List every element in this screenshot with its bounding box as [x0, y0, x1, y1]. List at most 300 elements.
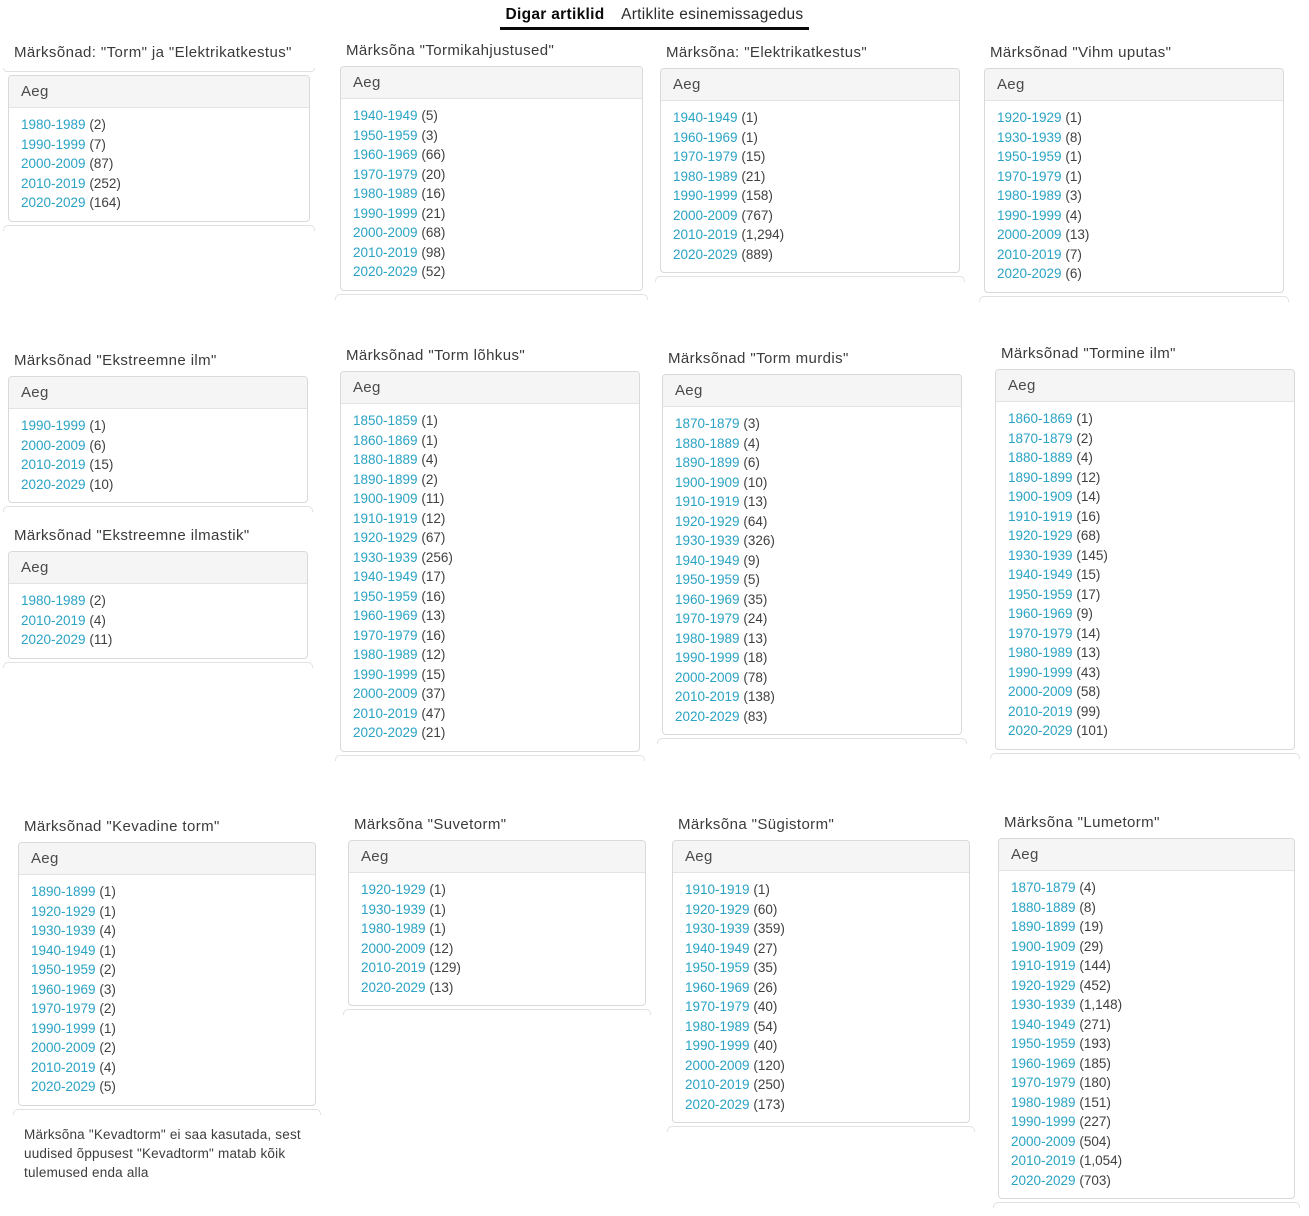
decade-link[interactable]: 2020-2029	[997, 266, 1062, 281]
facet-row	[31, 1019, 303, 1039]
decade-link[interactable]: 1970-1979	[353, 166, 418, 182]
decade-link[interactable]: 1960-1969	[1011, 1055, 1076, 1071]
decade-link[interactable]: 1990-1999	[21, 418, 86, 433]
facet-row	[1008, 663, 1282, 683]
decade-link[interactable]: 1890-1899	[1011, 919, 1076, 934]
count-label: (1)	[421, 413, 438, 428]
count-label: (138)	[743, 689, 775, 704]
facet-row	[997, 147, 1271, 167]
facet-row	[675, 668, 949, 688]
facet-panel-kevadine-torm	[18, 818, 316, 1182]
count-label: (129)	[429, 960, 461, 975]
decade-link[interactable]: 2010-2019	[353, 705, 418, 721]
count-label: (83)	[743, 708, 768, 724]
panel-title: Märksõna "Suvetorm"	[354, 816, 507, 833]
count-label: (359)	[753, 921, 785, 936]
decade-link[interactable]: 1990-1999	[353, 205, 418, 221]
count-label: (17)	[421, 569, 446, 584]
decade-link[interactable]: 1960-1969	[31, 981, 96, 997]
decade-link[interactable]: 1970-1979	[353, 627, 418, 643]
decade-link[interactable]: 1900-1909	[675, 474, 740, 490]
facet-row	[353, 684, 627, 704]
facet-row	[675, 648, 949, 668]
decade-link[interactable]: 1930-1939	[675, 533, 740, 548]
card-stack-edge	[3, 225, 315, 231]
decade-link[interactable]: 1980-1989	[1011, 1094, 1076, 1110]
count-label: (185)	[1079, 1055, 1111, 1071]
facet-row	[685, 1017, 957, 1037]
decade-link[interactable]: 1890-1899	[353, 471, 418, 487]
facet-row	[21, 436, 295, 456]
decade-link[interactable]: 1980-1989	[21, 593, 86, 608]
decade-link[interactable]: 1950-1959	[685, 960, 750, 975]
count-label: (1,148)	[1079, 997, 1123, 1012]
count-label: (145)	[1076, 547, 1108, 563]
count-label: (101)	[1076, 723, 1108, 738]
count-label: (2)	[99, 1001, 116, 1016]
decade-link[interactable]: 1950-1959	[353, 588, 418, 604]
facet-row	[673, 225, 947, 245]
decade-link[interactable]: 2010-2019	[997, 246, 1062, 262]
count-label: (1)	[99, 1020, 116, 1036]
facet-row	[675, 453, 949, 473]
count-label: (452)	[1079, 977, 1111, 993]
count-label: (13)	[743, 630, 768, 646]
count-label: (250)	[753, 1077, 785, 1092]
facet-rows	[661, 101, 959, 272]
facet-row	[353, 223, 630, 243]
facet-row	[1011, 937, 1282, 957]
count-label: (9)	[743, 552, 760, 568]
decade-link[interactable]: 1880-1889	[353, 452, 418, 467]
decade-link[interactable]: 1910-1919	[1011, 958, 1076, 973]
decade-link[interactable]: 1970-1979	[997, 168, 1062, 184]
page-title	[500, 6, 810, 30]
aeg-column-header: Aeg	[999, 839, 1294, 871]
facet-panel-tormikahjustused	[340, 42, 643, 300]
decade-link[interactable]: 1970-1979	[685, 999, 750, 1014]
facet-row	[21, 630, 295, 650]
facet-row	[31, 941, 303, 961]
decade-link[interactable]: 1930-1939	[1008, 547, 1073, 563]
facet-row	[31, 999, 303, 1019]
decade-link[interactable]: 2010-2019	[673, 227, 738, 242]
facet-row	[685, 919, 957, 939]
count-label: (1)	[429, 921, 446, 936]
facet-row	[31, 1058, 303, 1078]
decade-link[interactable]: 1990-1999	[685, 1038, 750, 1053]
decade-link[interactable]: 1980-1989	[685, 1018, 750, 1034]
facet-rows	[673, 873, 969, 1122]
decade-link[interactable]: 1950-1959	[31, 962, 96, 977]
decade-link[interactable]: 2010-2019	[361, 960, 426, 975]
count-label: (8)	[1065, 129, 1082, 145]
count-label: (54)	[753, 1018, 778, 1034]
decade-link[interactable]: 1960-1969	[675, 591, 740, 607]
decade-link[interactable]: 1850-1859	[353, 413, 418, 428]
decade-link[interactable]: 1990-1999	[1008, 664, 1073, 680]
decade-link[interactable]: 2020-2029	[353, 725, 418, 740]
decade-link[interactable]: 1980-1989	[353, 186, 418, 201]
card-stack-edge	[655, 276, 965, 282]
decade-link[interactable]: 1970-1979	[673, 149, 738, 164]
count-label: (1)	[741, 110, 758, 125]
facet-row	[675, 512, 949, 532]
facet-row	[1011, 878, 1282, 898]
decade-link[interactable]: 1950-1959	[997, 149, 1062, 164]
decade-link[interactable]: 2000-2009	[1011, 1133, 1076, 1149]
decade-link[interactable]: 1890-1899	[31, 884, 96, 899]
facet-row	[1008, 448, 1282, 468]
facet-row	[997, 186, 1271, 206]
decade-link[interactable]: 2010-2019	[353, 244, 418, 260]
decade-link[interactable]: 1870-1879	[675, 416, 740, 431]
decade-link[interactable]: 1880-1889	[1011, 899, 1076, 915]
card-stack-edge	[13, 1109, 321, 1115]
count-label: (4)	[99, 1059, 116, 1075]
decade-link[interactable]: 1920-1929	[685, 901, 750, 917]
decade-link[interactable]: 2020-2029	[673, 246, 738, 262]
facet-rows	[996, 402, 1294, 749]
decade-link[interactable]: 2020-2029	[21, 476, 86, 492]
facet-table	[998, 838, 1295, 1199]
facet-row	[1008, 565, 1282, 585]
decade-link[interactable]: 1940-1949	[31, 942, 96, 958]
decade-link[interactable]: 1980-1989	[997, 188, 1062, 203]
decade-link[interactable]: 1910-1919	[685, 882, 750, 897]
decade-link[interactable]: 2010-2019	[21, 175, 86, 191]
decade-link[interactable]: 2010-2019	[1008, 703, 1073, 719]
decade-link[interactable]: 1860-1869	[1008, 411, 1073, 426]
decade-link[interactable]: 2000-2009	[353, 225, 418, 240]
kevadtorm-note: Märksõna "Kevadtorm" ei saa kasutada, sest uudised õppusest "Kevadtorm" matab kõik tulemused enda alla	[24, 1126, 301, 1180]
decade-link[interactable]: 1960-1969	[353, 147, 418, 162]
decade-link[interactable]: 1940-1949	[353, 569, 418, 584]
count-label: (18)	[743, 650, 768, 665]
facet-row	[675, 629, 949, 649]
facet-row	[675, 434, 949, 454]
facet-row	[685, 880, 957, 900]
decade-link[interactable]: 2020-2029	[685, 1096, 750, 1112]
decade-link[interactable]: 1940-1949	[353, 108, 418, 123]
decade-link[interactable]: 1980-1989	[21, 117, 86, 132]
decade-link[interactable]: 2010-2019	[21, 457, 86, 472]
decade-link[interactable]: 1890-1899	[1008, 469, 1073, 485]
facet-row	[997, 225, 1271, 245]
aeg-column-header: Aeg	[19, 843, 315, 875]
decade-link[interactable]: 2000-2009	[673, 207, 738, 223]
facet-row	[353, 665, 627, 685]
decade-link[interactable]: 2000-2009	[1008, 684, 1073, 699]
facet-row	[353, 489, 627, 509]
decade-link[interactable]: 1990-1999	[675, 650, 740, 665]
decade-link[interactable]: 1910-1919	[1008, 508, 1073, 524]
facet-rows	[999, 871, 1294, 1198]
count-label: (67)	[421, 530, 446, 545]
count-label: (6)	[743, 455, 760, 470]
facet-table	[995, 369, 1295, 750]
count-label: (1)	[421, 432, 438, 448]
decade-link[interactable]: 1880-1889	[675, 435, 740, 451]
count-label: (1)	[99, 884, 116, 899]
facet-row	[675, 609, 949, 629]
facet-rows	[349, 873, 645, 1005]
facet-row	[1008, 721, 1282, 741]
decade-link[interactable]: 1960-1969	[353, 608, 418, 623]
decade-link[interactable]: 1940-1949	[675, 552, 740, 568]
count-label: (5)	[743, 572, 760, 587]
count-label: (12)	[1076, 469, 1101, 485]
card-stack-edge	[343, 1009, 651, 1015]
decade-link[interactable]: 1880-1889	[1008, 450, 1073, 465]
decade-link[interactable]: 1940-1949	[673, 110, 738, 125]
decade-link[interactable]: 2010-2019	[21, 612, 86, 628]
decade-link[interactable]: 1980-1989	[1008, 645, 1073, 660]
facet-row	[997, 264, 1271, 284]
decade-link[interactable]: 2020-2029	[21, 632, 86, 647]
aeg-column-header: Aeg	[9, 552, 307, 584]
decade-link[interactable]: 1920-1929	[361, 882, 426, 897]
decade-link[interactable]: 1890-1899	[675, 455, 740, 470]
facet-row	[31, 1077, 303, 1097]
count-label: (27)	[753, 940, 778, 956]
decade-link[interactable]: 2000-2009	[997, 227, 1062, 242]
facet-row	[353, 704, 627, 724]
facet-row	[361, 978, 633, 998]
count-label: (26)	[753, 979, 778, 995]
decade-link[interactable]: 2000-2009	[21, 156, 86, 171]
decade-link[interactable]: 1940-1949	[1011, 1016, 1076, 1032]
decade-link[interactable]: 1870-1879	[1008, 430, 1073, 446]
decade-link[interactable]: 2010-2019	[685, 1077, 750, 1092]
facet-row	[1011, 917, 1282, 937]
decade-link[interactable]: 1990-1999	[1011, 1114, 1076, 1129]
decade-link[interactable]: 2020-2029	[31, 1079, 96, 1094]
decade-link[interactable]: 1960-1969	[673, 129, 738, 145]
decade-link[interactable]: 1950-1959	[353, 127, 418, 143]
decade-link[interactable]: 1990-1999	[997, 207, 1062, 223]
facet-panel-torm-murdis	[662, 350, 962, 744]
facet-row	[1011, 956, 1282, 976]
decade-link[interactable]: 1970-1979	[1011, 1075, 1076, 1090]
count-label: (13)	[743, 494, 768, 509]
decade-link[interactable]: 1920-1929	[1011, 977, 1076, 993]
aeg-column-header: Aeg	[341, 67, 642, 99]
facet-row	[675, 492, 949, 512]
facet-row	[1008, 526, 1282, 546]
facet-row	[673, 245, 947, 265]
count-label: (3)	[99, 981, 116, 997]
decade-link[interactable]: 1980-1989	[675, 630, 740, 646]
decade-link[interactable]: 2020-2029	[21, 195, 86, 210]
facet-rows	[9, 108, 309, 221]
facet-rows	[9, 584, 307, 658]
facet-row	[1011, 1151, 1282, 1171]
facet-row	[353, 106, 630, 126]
facet-panel-tormine-ilm	[995, 345, 1295, 759]
decade-link[interactable]: 1910-1919	[675, 494, 740, 509]
count-label: (227)	[1079, 1114, 1111, 1129]
facet-row	[353, 470, 627, 490]
facet-row	[675, 531, 949, 551]
count-label: (12)	[421, 647, 446, 662]
count-label: (64)	[743, 513, 768, 529]
count-label: (14)	[1076, 489, 1101, 504]
decade-link[interactable]: 1920-1929	[1008, 528, 1073, 543]
facet-row	[685, 1075, 957, 1095]
facet-row	[21, 174, 297, 194]
count-label: (24)	[743, 611, 768, 626]
facet-row	[673, 186, 947, 206]
decade-link[interactable]: 2020-2029	[361, 979, 426, 995]
decade-link[interactable]: 1920-1929	[31, 903, 96, 919]
decade-link[interactable]: 2000-2009	[353, 686, 418, 701]
decade-link[interactable]: 1930-1939	[1011, 997, 1076, 1012]
decade-link[interactable]: 2010-2019	[675, 689, 740, 704]
aeg-column-header: Aeg	[9, 76, 309, 108]
facet-rows	[985, 101, 1283, 292]
facet-row	[1008, 585, 1282, 605]
decade-link[interactable]: 1990-1999	[353, 666, 418, 682]
facet-row	[1011, 1112, 1282, 1132]
facet-panel-lumetorm	[998, 814, 1295, 1208]
facet-row	[353, 587, 627, 607]
facet-row	[997, 206, 1271, 226]
count-label: (21)	[741, 168, 766, 184]
decade-link[interactable]: 1990-1999	[673, 188, 738, 203]
count-label: (4)	[89, 612, 106, 628]
aeg-column-header: Aeg	[341, 372, 639, 404]
facet-table	[340, 66, 643, 291]
decade-link[interactable]: 1970-1979	[675, 611, 740, 626]
count-label: (4)	[99, 923, 116, 938]
facet-row	[1011, 1054, 1282, 1074]
count-label: (1)	[1076, 411, 1093, 426]
facet-row	[353, 509, 627, 529]
facet-row	[685, 939, 957, 959]
card-stack-edge	[990, 753, 1300, 759]
decade-link[interactable]: 1930-1939	[361, 901, 426, 917]
decade-link[interactable]: 1900-1909	[1011, 938, 1076, 954]
decade-link[interactable]: 1960-1969	[685, 979, 750, 995]
facet-row	[1011, 1171, 1282, 1191]
decade-link[interactable]: 1950-1959	[1008, 586, 1073, 602]
facet-row	[673, 206, 947, 226]
count-label: (889)	[741, 246, 773, 262]
decade-link[interactable]: 1910-1919	[353, 510, 418, 526]
decade-link[interactable]: 1920-1929	[353, 530, 418, 545]
decade-link[interactable]: 1930-1939	[685, 921, 750, 936]
decade-link[interactable]: 1900-1909	[1008, 489, 1073, 504]
decade-link[interactable]: 1920-1929	[675, 513, 740, 529]
facet-row	[1008, 643, 1282, 663]
decade-link[interactable]: 1950-1959	[675, 572, 740, 587]
decade-link[interactable]: 1960-1969	[1008, 606, 1073, 621]
count-label: (98)	[421, 244, 446, 260]
facet-row	[685, 1056, 957, 1076]
count-label: (504)	[1079, 1133, 1111, 1149]
decade-link[interactable]: 1870-1879	[1011, 880, 1076, 895]
facet-panel-sugistorm	[672, 816, 970, 1132]
decade-link[interactable]: 1980-1989	[353, 647, 418, 662]
decade-link[interactable]: 1930-1939	[31, 923, 96, 938]
decade-link[interactable]: 2010-2019	[31, 1059, 96, 1075]
facet-row	[673, 167, 947, 187]
facet-row	[353, 184, 630, 204]
decade-link[interactable]: 2000-2009	[31, 1040, 96, 1055]
decade-link[interactable]: 1980-1989	[673, 168, 738, 184]
count-label: (326)	[743, 533, 775, 548]
facet-row	[361, 939, 633, 959]
count-label: (193)	[1079, 1036, 1111, 1051]
decade-link[interactable]: 2020-2029	[1008, 723, 1073, 738]
facet-row	[353, 243, 630, 263]
decade-link[interactable]: 1980-1989	[361, 921, 426, 936]
decade-link[interactable]: 1940-1949	[685, 940, 750, 956]
facet-panel-elektrikatkestus	[660, 44, 960, 282]
decade-link[interactable]: 2000-2009	[675, 669, 740, 685]
decade-link[interactable]: 2010-2019	[1011, 1153, 1076, 1168]
facet-row	[1008, 409, 1282, 429]
count-label: (2)	[99, 1040, 116, 1055]
decade-link[interactable]: 2000-2009	[685, 1057, 750, 1073]
count-label: (40)	[753, 999, 778, 1014]
count-label: (1,054)	[1079, 1153, 1123, 1168]
decade-link[interactable]: 1970-1979	[31, 1001, 96, 1016]
facet-row	[361, 958, 633, 978]
facet-row	[675, 707, 949, 727]
decade-link[interactable]: 1990-1999	[21, 136, 86, 152]
decade-link[interactable]: 1940-1949	[1008, 567, 1073, 582]
count-label: (60)	[753, 901, 778, 917]
facet-row	[21, 591, 295, 611]
decade-link[interactable]: 2000-2009	[21, 437, 86, 453]
facet-row	[685, 1036, 957, 1056]
aeg-column-header: Aeg	[985, 69, 1283, 101]
decade-link[interactable]: 2020-2029	[353, 264, 418, 279]
decade-link[interactable]: 1900-1909	[353, 491, 418, 506]
page-header	[0, 6, 1309, 30]
facet-row	[1008, 624, 1282, 644]
decade-link[interactable]: 1930-1939	[997, 129, 1062, 145]
facet-row	[21, 475, 295, 495]
decade-link[interactable]: 1970-1979	[1008, 625, 1073, 641]
panel-title: Märksõnad: "Torm" ja "Elektrikatkestus"	[14, 44, 292, 61]
decade-link[interactable]: 2000-2009	[361, 940, 426, 956]
decade-link[interactable]: 1990-1999	[31, 1020, 96, 1036]
facet-row	[353, 606, 627, 626]
decade-link[interactable]: 2020-2029	[675, 708, 740, 724]
card-stack-edge	[657, 738, 967, 744]
count-label: (20)	[421, 166, 446, 182]
count-label: (29)	[1079, 938, 1104, 954]
facet-row	[31, 960, 303, 980]
decade-link[interactable]: 1930-1939	[353, 549, 418, 565]
decade-link[interactable]: 2020-2029	[1011, 1172, 1076, 1188]
count-label: (2)	[421, 471, 438, 487]
facet-panel-vihm-uputas	[984, 44, 1284, 302]
count-label: (703)	[1079, 1172, 1111, 1188]
decade-link[interactable]: 1920-1929	[997, 110, 1062, 125]
card-stack-edge	[993, 1202, 1300, 1208]
count-label: (2)	[89, 117, 106, 132]
count-label: (9)	[1076, 606, 1093, 621]
facet-row	[673, 108, 947, 128]
decade-link[interactable]: 1860-1869	[353, 432, 418, 448]
facet-row	[353, 204, 630, 224]
count-label: (15)	[741, 149, 766, 164]
decade-link[interactable]: 1950-1959	[1011, 1036, 1076, 1051]
